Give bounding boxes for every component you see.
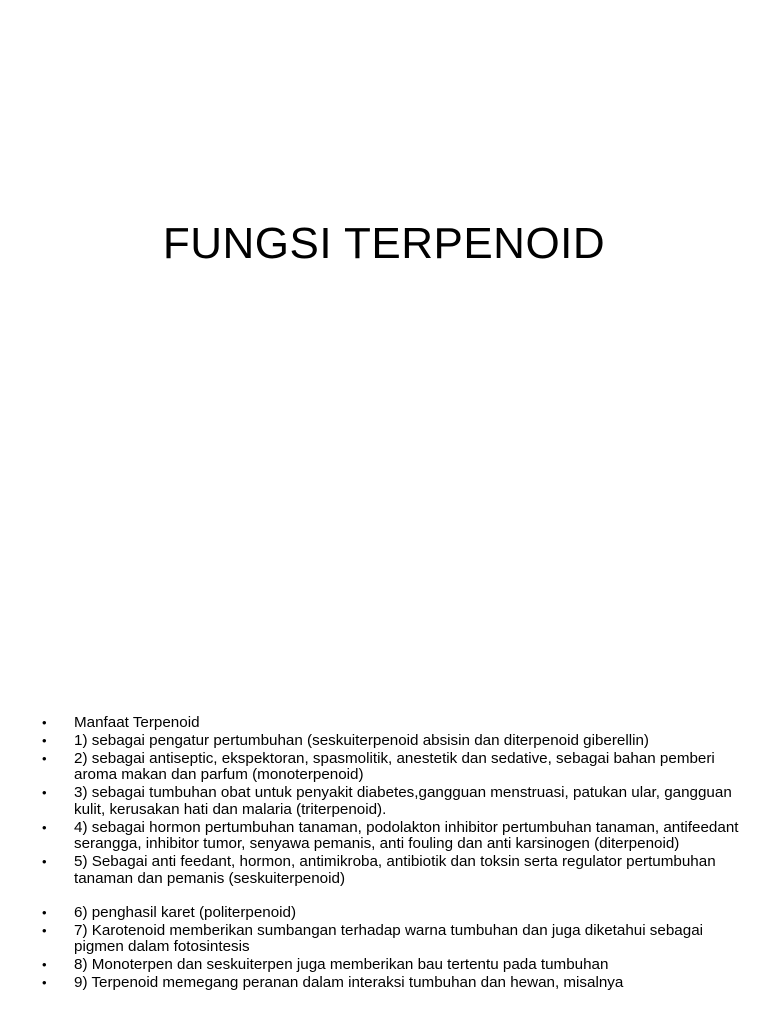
list-item	[42, 733, 742, 749]
list-item	[42, 975, 742, 991]
bullet-icon: •	[42, 733, 47, 748]
bullet-icon: •	[42, 957, 47, 973]
bullet-icon: •	[42, 905, 47, 921]
list-item	[42, 854, 742, 887]
list-item-text: Manfaat Terpenoid	[74, 714, 200, 731]
list-item-text: 6) penghasil karet (politerpenoid)	[74, 904, 297, 922]
list-item	[42, 923, 742, 956]
list-item	[42, 715, 742, 731]
list-item-text: 8) Monoterpen dan seskuiterpen juga memberikan bau tertentu pada tumbuhan	[74, 956, 609, 974]
bullet-icon: •	[42, 715, 47, 730]
slide-title: FUNGSI TERPENOID	[162, 219, 606, 268]
list-item	[42, 905, 742, 921]
list-item	[42, 957, 742, 973]
list-item-text: 2) sebagai antiseptic, ekspektoran, spasmolitik, anestetik dan sedative, sebagai bahan pemberi aroma makan dan parfum (monoterpenoid)	[74, 750, 715, 784]
bullet-icon: •	[42, 923, 47, 939]
bullet-icon: •	[42, 854, 47, 870]
list-item	[42, 785, 742, 818]
list-item	[42, 751, 742, 784]
bullet-icon: •	[42, 975, 47, 991]
list-item-text: 1) sebagai pengatur pertumbuhan (seskuiterpenoid absisin dan diterpenoid giberellin)	[74, 732, 649, 749]
list-item-text: 5) Sebagai anti feedant, hormon, antimikroba, antibiotik dan toksin serta regulator pertumbuhan tanaman dan pemanis (seskuiterpenoid)	[74, 853, 716, 887]
list-item	[42, 820, 742, 853]
bullet-list	[42, 715, 742, 993]
bullet-icon: •	[42, 785, 47, 801]
list-item-text: 9) Terpenoid memegang peranan dalam interaksi tumbuhan dan hewan, misalnya	[74, 974, 624, 992]
bullet-icon: •	[42, 751, 47, 766]
list-item-text: 7) Karotenoid memberikan sumbangan terhadap warna tumbuhan dan juga diketahui sebagai pigmen dalam fotosintesis	[74, 922, 704, 956]
list-item-text: 3) sebagai tumbuhan obat untuk penyakit diabetes,gangguan menstruasi, patukan ular, gangguan kulit, kerusakan hati dan malaria (triterpenoid).	[74, 784, 732, 818]
bullet-icon: •	[42, 819, 47, 835]
list-item-text: 4) sebagai hormon pertumbuhan tanaman, podolakton inhibitor pertumbuhan tanaman, antifeedant serangga, inhibitor tumor, senyawa pemanis, anti fouling dan anti karsinogen (diterpenoid)	[74, 818, 739, 853]
